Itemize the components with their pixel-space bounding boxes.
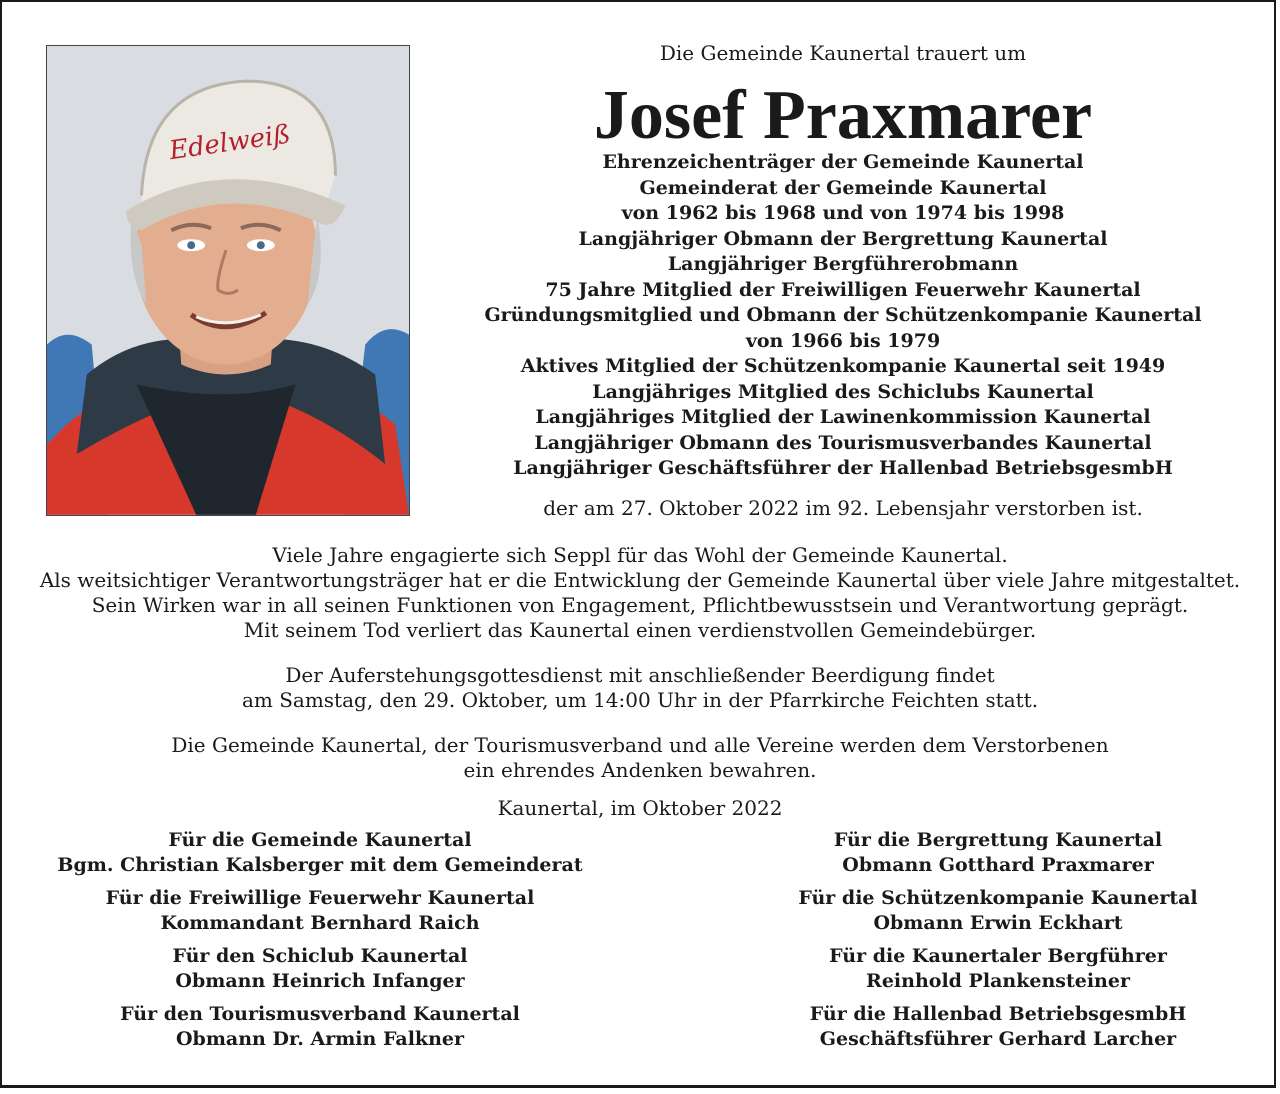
svg-text:Edelweiß: Edelweiß xyxy=(167,119,293,167)
tribute-line: Als weitsichtiger Verantwortungsträger hat er die Entwicklung der Gemeinde Kaunertal über viele Jahre mitgestaltet. xyxy=(39,568,1241,592)
signature-person: Bgm. Christian Kalsberger mit dem Gemeinderat xyxy=(57,854,583,876)
honor-line: Langjähriges Mitglied der Lawinenkommission Kaunertal xyxy=(535,406,1151,428)
funeral-paragraph xyxy=(0,663,1280,713)
intro-line: Die Gemeinde Kaunertal trauert um xyxy=(659,41,1027,65)
signature-block xyxy=(20,886,620,936)
honor-line: von 1962 bis 1968 und von 1974 bis 1998 xyxy=(621,202,1065,224)
remembrance-line: Die Gemeinde Kaunertal, der Tourismusverband und alle Vereine werden dem Verstorbenen xyxy=(171,733,1109,757)
signature-person: Obmann Erwin Eckhart xyxy=(873,912,1123,934)
place-date: Kaunertal, im Oktober 2022 xyxy=(497,796,783,820)
remembrance-line: ein ehrendes Andenken bewahren. xyxy=(463,758,817,782)
honor-line: Langjähriges Mitglied des Schiclubs Kaunertal xyxy=(592,380,1094,403)
funeral-line: Der Auferstehungsgottesdienst mit anschließender Beerdigung findet xyxy=(285,663,995,687)
honors-list xyxy=(440,150,1246,482)
honor-line: Langjähriger Obmann des Tourismusverbandes Kaunertal xyxy=(534,431,1152,454)
signature-org: Für den Tourismusverband Kaunertal xyxy=(120,1003,520,1025)
funeral-line: am Samstag, den 29. Oktober, um 14:00 Uhr in der Pfarrkirche Feichten statt. xyxy=(241,688,1039,712)
signature-org: Für die Freiwillige Feuerwehr Kaunertal xyxy=(105,887,535,909)
signature-org: Für die Bergrettung Kaunertal xyxy=(833,829,1163,851)
signature-org: Für die Schützenkompanie Kaunertal xyxy=(798,887,1198,909)
signature-block xyxy=(20,1002,620,1052)
signature-org: Für den Schiclub Kaunertal xyxy=(172,945,468,967)
honor-line: Langjähriger Obmann der Bergrettung Kaunertal xyxy=(578,227,1108,250)
tribute-line: Sein Wirken war in all seinen Funktionen von Engagement, Pflichtbewusstsein und Verantwortung geprägt. xyxy=(91,593,1189,617)
signature-block xyxy=(698,886,1280,936)
honor-line: von 1966 bis 1979 xyxy=(745,329,941,352)
signature-block xyxy=(698,944,1280,994)
honor-line: Aktives Mitglied der Schützenkompanie Kaunertal seit 1949 xyxy=(520,355,1166,377)
death-notice-line: der am 27. Oktober 2022 im 92. Lebensjahr verstorben ist. xyxy=(543,496,1143,520)
honor-line: Gemeinderat der Gemeinde Kaunertal xyxy=(639,176,1047,199)
remembrance-paragraph xyxy=(0,733,1280,783)
signature-person: Reinhold Plankensteiner xyxy=(866,970,1130,992)
signature-person: Geschäftsführer Gerhard Larcher xyxy=(819,1028,1177,1050)
signature-person: Obmann Heinrich Infanger xyxy=(175,970,465,992)
signature-org: Für die Gemeinde Kaunertal xyxy=(168,829,472,851)
signature-org: Für die Kaunertaler Bergführer xyxy=(829,945,1167,967)
tribute-line: Viele Jahre engagierte sich Seppl für das Wohl der Gemeinde Kaunertal. xyxy=(272,543,1008,567)
portrait-photo xyxy=(46,45,410,516)
deceased-name: Josef Praxmarer xyxy=(593,77,1093,154)
honor-line: 75 Jahre Mitglied der Freiwilligen Feuerwehr Kaunertal xyxy=(545,278,1141,301)
signature-block xyxy=(20,828,620,878)
signature-person: Kommandant Bernhard Raich xyxy=(160,912,480,934)
signature-person: Obmann Dr. Armin Falkner xyxy=(175,1028,465,1050)
signature-block xyxy=(698,1002,1280,1052)
honor-line: Langjähriger Geschäftsführer der Hallenbad BetriebsgesmbH xyxy=(513,457,1173,479)
honor-line: Langjähriger Bergführerobmann xyxy=(667,253,1019,275)
signature-org: Für die Hallenbad BetriebsgesmbH xyxy=(809,1003,1187,1025)
tribute-line: Mit seinem Tod verliert das Kaunertal einen verdienstvollen Gemeindebürger. xyxy=(243,618,1037,642)
signature-person: Obmann Gotthard Praxmarer xyxy=(842,854,1154,876)
honor-line: Ehrenzeichenträger der Gemeinde Kaunertal xyxy=(602,151,1084,173)
tribute-paragraph xyxy=(0,543,1280,643)
signature-block xyxy=(20,944,620,994)
honor-line: Gründungsmitglied und Obmann der Schützenkompanie Kaunertal xyxy=(484,304,1202,326)
signature-block xyxy=(698,828,1280,878)
